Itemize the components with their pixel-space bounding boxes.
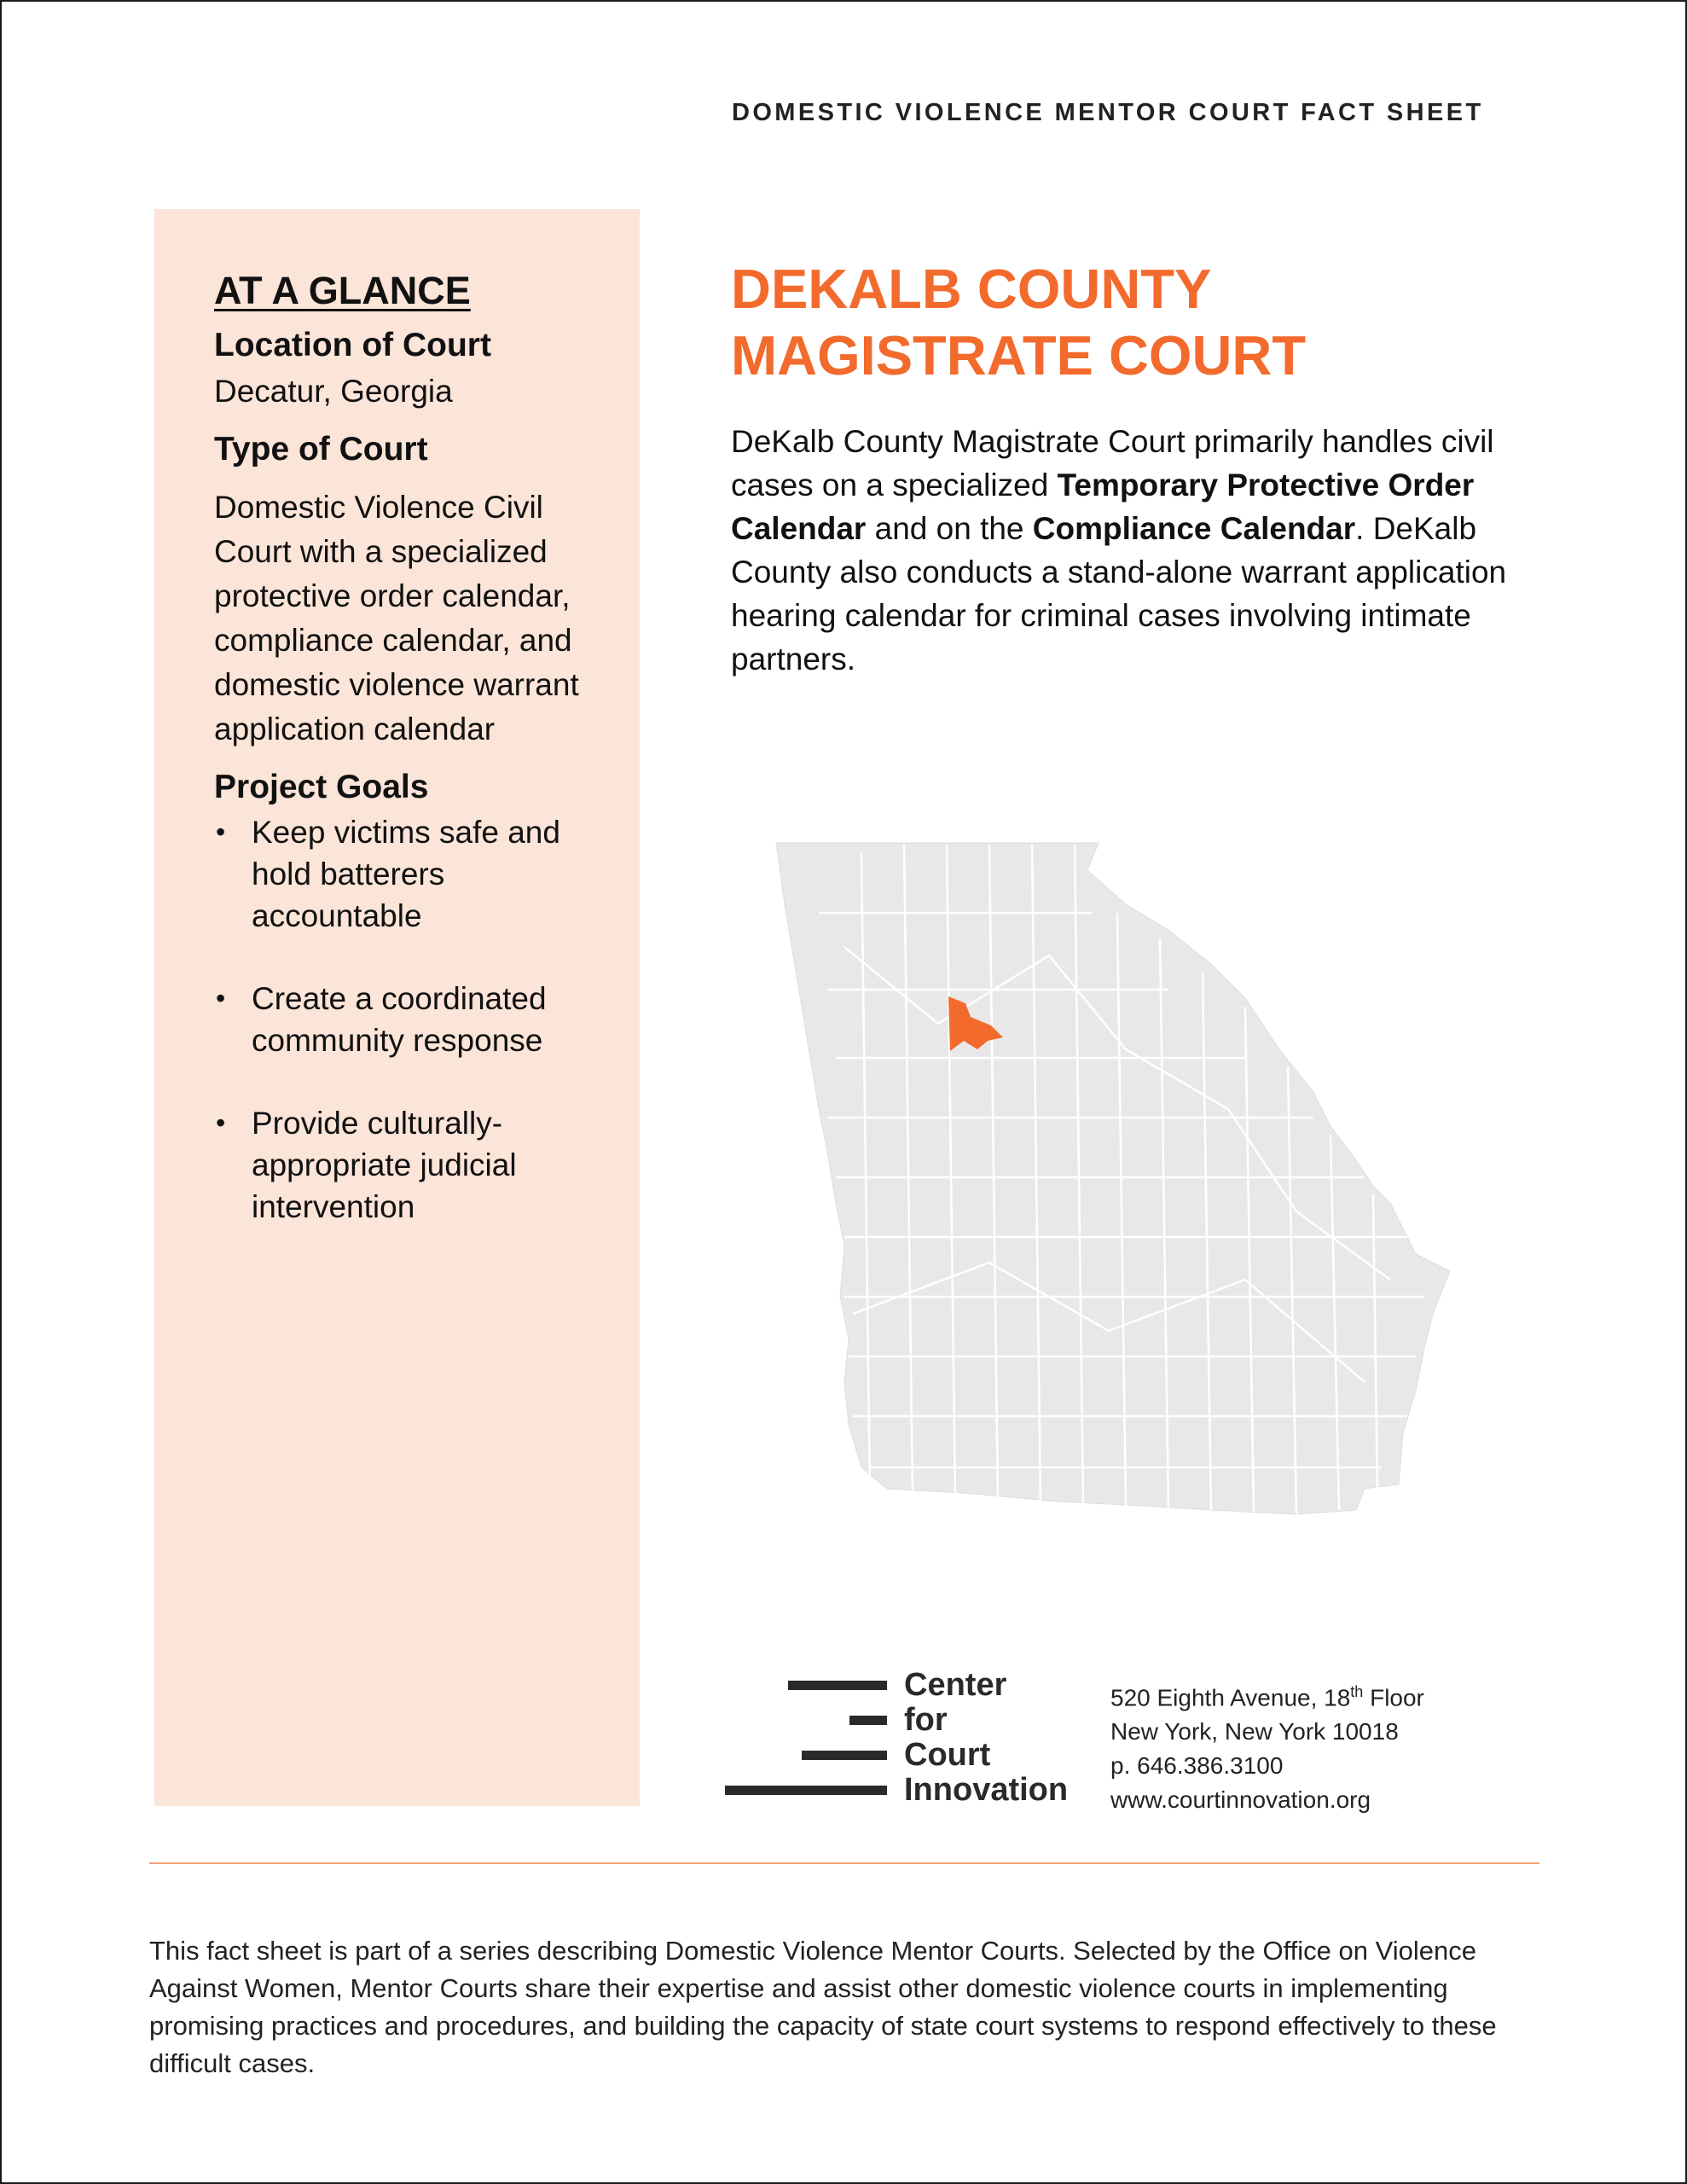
spacer [214, 473, 615, 485]
goal-item [214, 811, 615, 937]
logo-bar [788, 1681, 887, 1690]
court-title [731, 256, 1306, 389]
intro-text: and on the [866, 511, 1033, 546]
address-text: Floor [1363, 1684, 1424, 1711]
logo-bar [802, 1751, 887, 1760]
address-superscript: th [1350, 1683, 1364, 1700]
at-a-glance-panel [154, 209, 640, 1806]
footer-text: This fact sheet is part of a series describing Domestic Violence Mentor Courts. Selected by the Office on Violence Against Women, Mentor Courts share their expertise and assist other domestic violence courts in implementing promising practices and procedures, and building the capacity of state court systems to respond effectively to these difficult cases. [149, 1936, 1497, 2078]
court-title-line1: DEKALB COUNTY [731, 258, 1212, 320]
intro-text: . DeKalb County also conducts a stand-alone warrant application hearing calendar for criminal cases involving intimate partners. [731, 511, 1507, 677]
goal-item [214, 978, 615, 1061]
intro-bold: Temporary Protective Order Calendar [731, 468, 1475, 546]
type-value: Domestic Violence Civil Court with a specialized protective order calendar, compliance calendar, and domestic violence warrant application calendar [214, 490, 579, 746]
georgia-outline [776, 843, 1450, 1514]
logo-bar [725, 1786, 887, 1795]
address-line2: New York, New York 10018 [1110, 1718, 1399, 1745]
address-line1 [1110, 1675, 1424, 1715]
goal-item [214, 1102, 615, 1228]
logo-word: for [904, 1702, 948, 1738]
goal-text: Keep victims safe and hold batterers accountable [252, 815, 560, 933]
phone-number: p. 646.386.3100 [1110, 1752, 1284, 1780]
at-a-glance-content [214, 269, 615, 1269]
at-a-glance-heading: AT A GLANCE [214, 269, 471, 312]
intro-bold: Compliance Calendar [1032, 511, 1356, 546]
spacer [214, 752, 615, 764]
logo-word: Court [904, 1737, 991, 1773]
bullet-icon: • [216, 816, 226, 847]
contact-block [1110, 1675, 1424, 1817]
intro-text: DeKalb County Magistrate Court primarily handles civil cases on a specialized [731, 424, 1494, 502]
location-value: Decatur, Georgia [214, 374, 453, 409]
georgia-county-map [768, 836, 1484, 1519]
logo-words [904, 1668, 1068, 1808]
footer-divider [149, 1862, 1539, 1864]
logo-word: Innovation [904, 1772, 1069, 1808]
center-for-court-innovation-logo [725, 1668, 1083, 1813]
logo-word: Center [904, 1667, 1007, 1703]
intro-paragraph [731, 420, 1533, 681]
website-link[interactable]: www.courtinnovation.org [1110, 1786, 1371, 1814]
spacer [214, 414, 615, 426]
address-text: 520 Eighth Avenue, 18 [1110, 1684, 1351, 1711]
goal-text: Provide culturally-appropriate judicial intervention [252, 1106, 517, 1224]
series-title: DOMESTIC VIOLENCE MENTOR COURT FACT SHEET [732, 99, 1484, 126]
goal-text: Create a coordinated community response [252, 981, 547, 1058]
goals-list [214, 811, 615, 1228]
logo-bar [849, 1716, 887, 1725]
type-label: Type of Court [214, 431, 428, 468]
goals-label: Project Goals [214, 769, 429, 805]
bullet-icon: • [216, 1107, 226, 1138]
court-title-line2: MAGISTRATE COURT [731, 324, 1307, 386]
location-label: Location of Court [214, 327, 491, 363]
bullet-icon: • [216, 983, 226, 1014]
